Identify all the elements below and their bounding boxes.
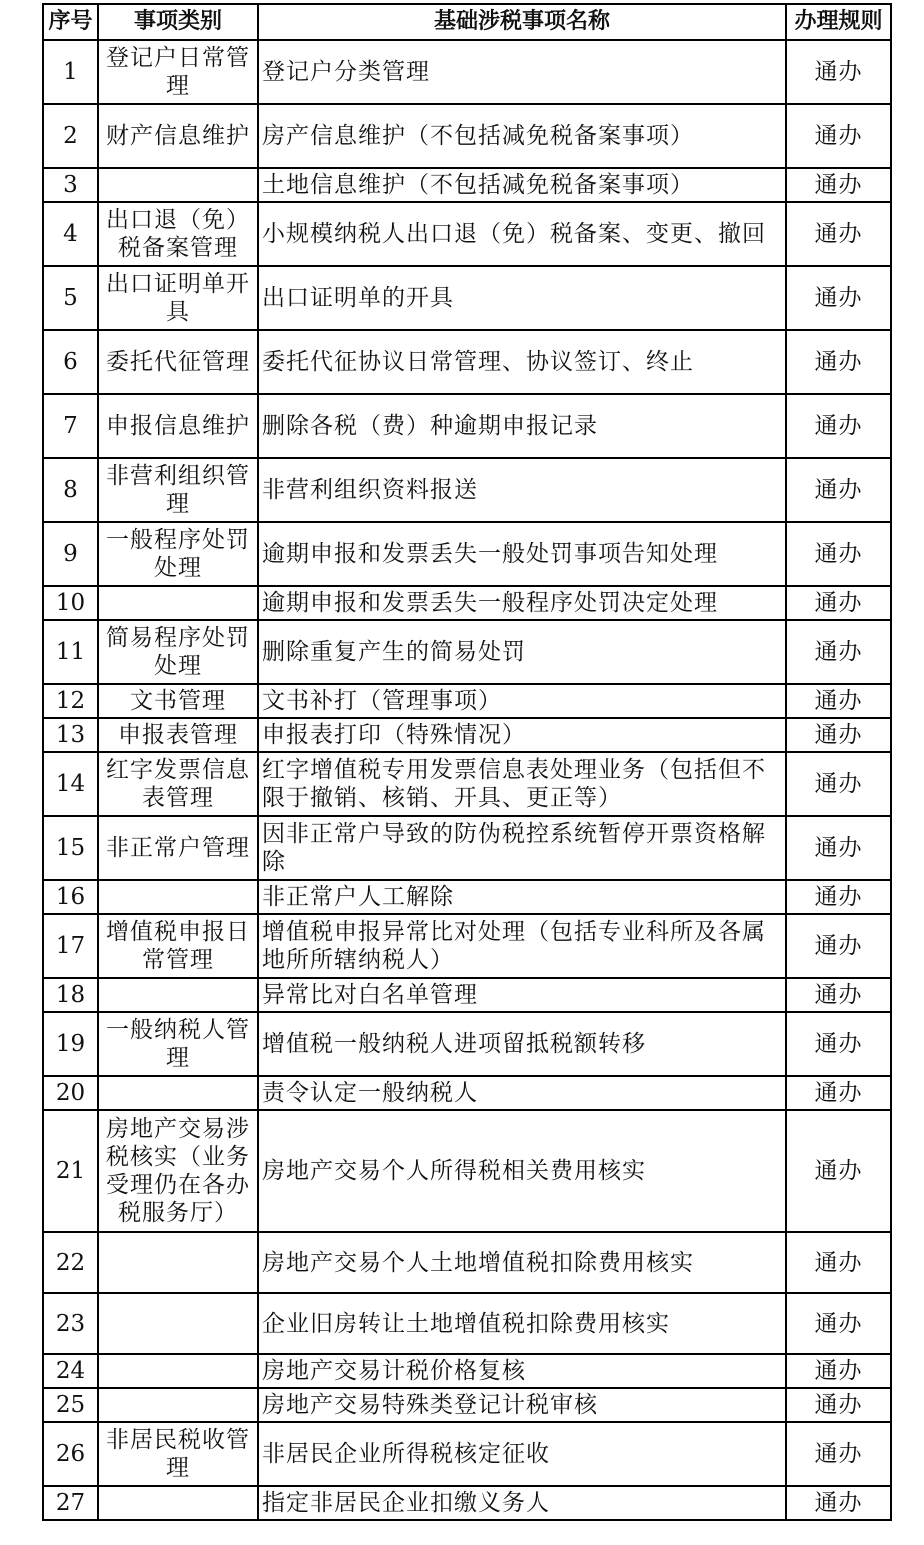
row-number: 17 xyxy=(43,914,98,978)
table-row xyxy=(43,620,891,684)
row-category xyxy=(98,586,258,620)
row-rule: 通办 xyxy=(786,266,891,330)
row-category: 房地产交易涉税核实（业务受理仍在各办税服务厅） xyxy=(98,1110,258,1232)
row-matter-name: 房地产交易个人所得税相关费用核实 xyxy=(258,1110,786,1232)
row-matter-name: 房产信息维护（不包括减免税备案事项） xyxy=(258,104,786,168)
table-row xyxy=(43,816,891,880)
row-category: 文书管理 xyxy=(98,684,258,718)
header-no: 序号 xyxy=(43,4,98,40)
row-number: 24 xyxy=(43,1354,98,1388)
row-rule: 通办 xyxy=(786,1388,891,1422)
row-rule: 通办 xyxy=(786,684,891,718)
row-category xyxy=(98,1293,258,1354)
table-row xyxy=(43,1388,891,1422)
row-category: 财产信息维护 xyxy=(98,104,258,168)
row-number: 14 xyxy=(43,752,98,816)
row-matter-name: 指定非居民企业扣缴义务人 xyxy=(258,1486,786,1520)
row-number: 19 xyxy=(43,1012,98,1076)
row-rule: 通办 xyxy=(786,522,891,586)
tax-matters-table xyxy=(42,3,892,1521)
row-rule: 通办 xyxy=(786,394,891,458)
table-row xyxy=(43,718,891,752)
row-number: 13 xyxy=(43,718,98,752)
row-number: 10 xyxy=(43,586,98,620)
row-matter-name: 房地产交易计税价格复核 xyxy=(258,1354,786,1388)
table-row xyxy=(43,586,891,620)
row-category xyxy=(98,978,258,1012)
table-row xyxy=(43,1110,891,1232)
row-number: 7 xyxy=(43,394,98,458)
row-matter-name: 文书补打（管理事项） xyxy=(258,684,786,718)
row-number: 21 xyxy=(43,1110,98,1232)
table-row xyxy=(43,1293,891,1354)
row-matter-name: 委托代征协议日常管理、协议签订、终止 xyxy=(258,330,786,394)
row-rule: 通办 xyxy=(786,104,891,168)
row-category xyxy=(98,168,258,202)
row-rule: 通办 xyxy=(786,1486,891,1520)
row-rule: 通办 xyxy=(786,1354,891,1388)
table-row xyxy=(43,330,891,394)
row-rule: 通办 xyxy=(786,1076,891,1110)
table-row xyxy=(43,522,891,586)
table-row xyxy=(43,1076,891,1110)
header-rule: 办理规则 xyxy=(786,4,891,40)
table-row xyxy=(43,202,891,266)
row-rule: 通办 xyxy=(786,1110,891,1232)
row-number: 6 xyxy=(43,330,98,394)
row-number: 1 xyxy=(43,40,98,104)
table-header-row xyxy=(43,4,891,40)
row-number: 16 xyxy=(43,880,98,914)
table-row xyxy=(43,978,891,1012)
table-row xyxy=(43,1232,891,1293)
row-rule: 通办 xyxy=(786,330,891,394)
row-matter-name: 红字增值税专用发票信息表处理业务（包括但不限于撤销、核销、开具、更正等） xyxy=(258,752,786,816)
row-number: 26 xyxy=(43,1422,98,1486)
table-body xyxy=(43,40,891,1520)
row-category: 简易程序处罚处理 xyxy=(98,620,258,684)
row-category: 出口证明单开具 xyxy=(98,266,258,330)
row-category xyxy=(98,1388,258,1422)
row-matter-name: 非居民企业所得税核定征收 xyxy=(258,1422,786,1486)
row-matter-name: 删除重复产生的简易处罚 xyxy=(258,620,786,684)
row-matter-name: 非正常户人工解除 xyxy=(258,880,786,914)
row-number: 23 xyxy=(43,1293,98,1354)
row-number: 11 xyxy=(43,620,98,684)
row-number: 5 xyxy=(43,266,98,330)
row-category: 增值税申报日常管理 xyxy=(98,914,258,978)
row-category xyxy=(98,1076,258,1110)
row-rule: 通办 xyxy=(786,202,891,266)
row-rule: 通办 xyxy=(786,880,891,914)
row-number: 25 xyxy=(43,1388,98,1422)
row-rule: 通办 xyxy=(786,718,891,752)
row-number: 3 xyxy=(43,168,98,202)
row-number: 9 xyxy=(43,522,98,586)
row-category: 红字发票信息表管理 xyxy=(98,752,258,816)
row-rule: 通办 xyxy=(786,1293,891,1354)
row-matter-name: 增值税申报异常比对处理（包括专业科所及各属地所所辖纳税人） xyxy=(258,914,786,978)
row-rule: 通办 xyxy=(786,168,891,202)
table-row xyxy=(43,1486,891,1520)
row-matter-name: 申报表打印（特殊情况） xyxy=(258,718,786,752)
row-number: 27 xyxy=(43,1486,98,1520)
row-matter-name: 房地产交易个人土地增值税扣除费用核实 xyxy=(258,1232,786,1293)
table-row xyxy=(43,1422,891,1486)
row-matter-name: 出口证明单的开具 xyxy=(258,266,786,330)
table-row xyxy=(43,168,891,202)
row-rule: 通办 xyxy=(786,40,891,104)
row-rule: 通办 xyxy=(786,1012,891,1076)
row-category: 非居民税收管理 xyxy=(98,1422,258,1486)
table-row xyxy=(43,684,891,718)
row-rule: 通办 xyxy=(786,914,891,978)
row-category: 非正常户管理 xyxy=(98,816,258,880)
row-rule: 通办 xyxy=(786,1232,891,1293)
table-row xyxy=(43,394,891,458)
row-category: 申报信息维护 xyxy=(98,394,258,458)
table-row xyxy=(43,752,891,816)
row-number: 22 xyxy=(43,1232,98,1293)
row-number: 18 xyxy=(43,978,98,1012)
table-row xyxy=(43,40,891,104)
row-matter-name: 逾期申报和发票丢失一般程序处罚决定处理 xyxy=(258,586,786,620)
row-rule: 通办 xyxy=(786,620,891,684)
row-category: 非营利组织管理 xyxy=(98,458,258,522)
row-category xyxy=(98,1232,258,1293)
row-category: 一般纳税人管理 xyxy=(98,1012,258,1076)
row-matter-name: 非营利组织资料报送 xyxy=(258,458,786,522)
row-matter-name: 增值税一般纳税人进项留抵税额转移 xyxy=(258,1012,786,1076)
row-rule: 通办 xyxy=(786,586,891,620)
row-matter-name: 企业旧房转让土地增值税扣除费用核实 xyxy=(258,1293,786,1354)
table-row xyxy=(43,266,891,330)
row-matter-name: 土地信息维护（不包括减免税备案事项） xyxy=(258,168,786,202)
row-number: 12 xyxy=(43,684,98,718)
header-name: 基础涉税事项名称 xyxy=(258,4,786,40)
table-row xyxy=(43,1012,891,1076)
row-matter-name: 房地产交易特殊类登记计税审核 xyxy=(258,1388,786,1422)
row-category: 委托代征管理 xyxy=(98,330,258,394)
row-matter-name: 小规模纳税人出口退（免）税备案、变更、撤回 xyxy=(258,202,786,266)
row-rule: 通办 xyxy=(786,978,891,1012)
table-row xyxy=(43,1354,891,1388)
row-number: 4 xyxy=(43,202,98,266)
row-rule: 通办 xyxy=(786,816,891,880)
row-category: 出口退（免）税备案管理 xyxy=(98,202,258,266)
row-matter-name: 删除各税（费）种逾期申报记录 xyxy=(258,394,786,458)
row-matter-name: 逾期申报和发票丢失一般处罚事项告知处理 xyxy=(258,522,786,586)
table-row xyxy=(43,914,891,978)
row-number: 20 xyxy=(43,1076,98,1110)
row-matter-name: 登记户分类管理 xyxy=(258,40,786,104)
row-rule: 通办 xyxy=(786,752,891,816)
row-category xyxy=(98,1486,258,1520)
table-row xyxy=(43,458,891,522)
table-row xyxy=(43,104,891,168)
row-matter-name: 因非正常户导致的防伪税控系统暂停开票资格解除 xyxy=(258,816,786,880)
header-category: 事项类别 xyxy=(98,4,258,40)
row-matter-name: 责令认定一般纳税人 xyxy=(258,1076,786,1110)
row-rule: 通办 xyxy=(786,458,891,522)
row-category: 申报表管理 xyxy=(98,718,258,752)
row-category: 一般程序处罚处理 xyxy=(98,522,258,586)
row-number: 15 xyxy=(43,816,98,880)
row-category: 登记户日常管理 xyxy=(98,40,258,104)
row-category xyxy=(98,880,258,914)
row-number: 8 xyxy=(43,458,98,522)
row-matter-name: 异常比对白名单管理 xyxy=(258,978,786,1012)
row-category xyxy=(98,1354,258,1388)
row-rule: 通办 xyxy=(786,1422,891,1486)
row-number: 2 xyxy=(43,104,98,168)
table-row xyxy=(43,880,891,914)
